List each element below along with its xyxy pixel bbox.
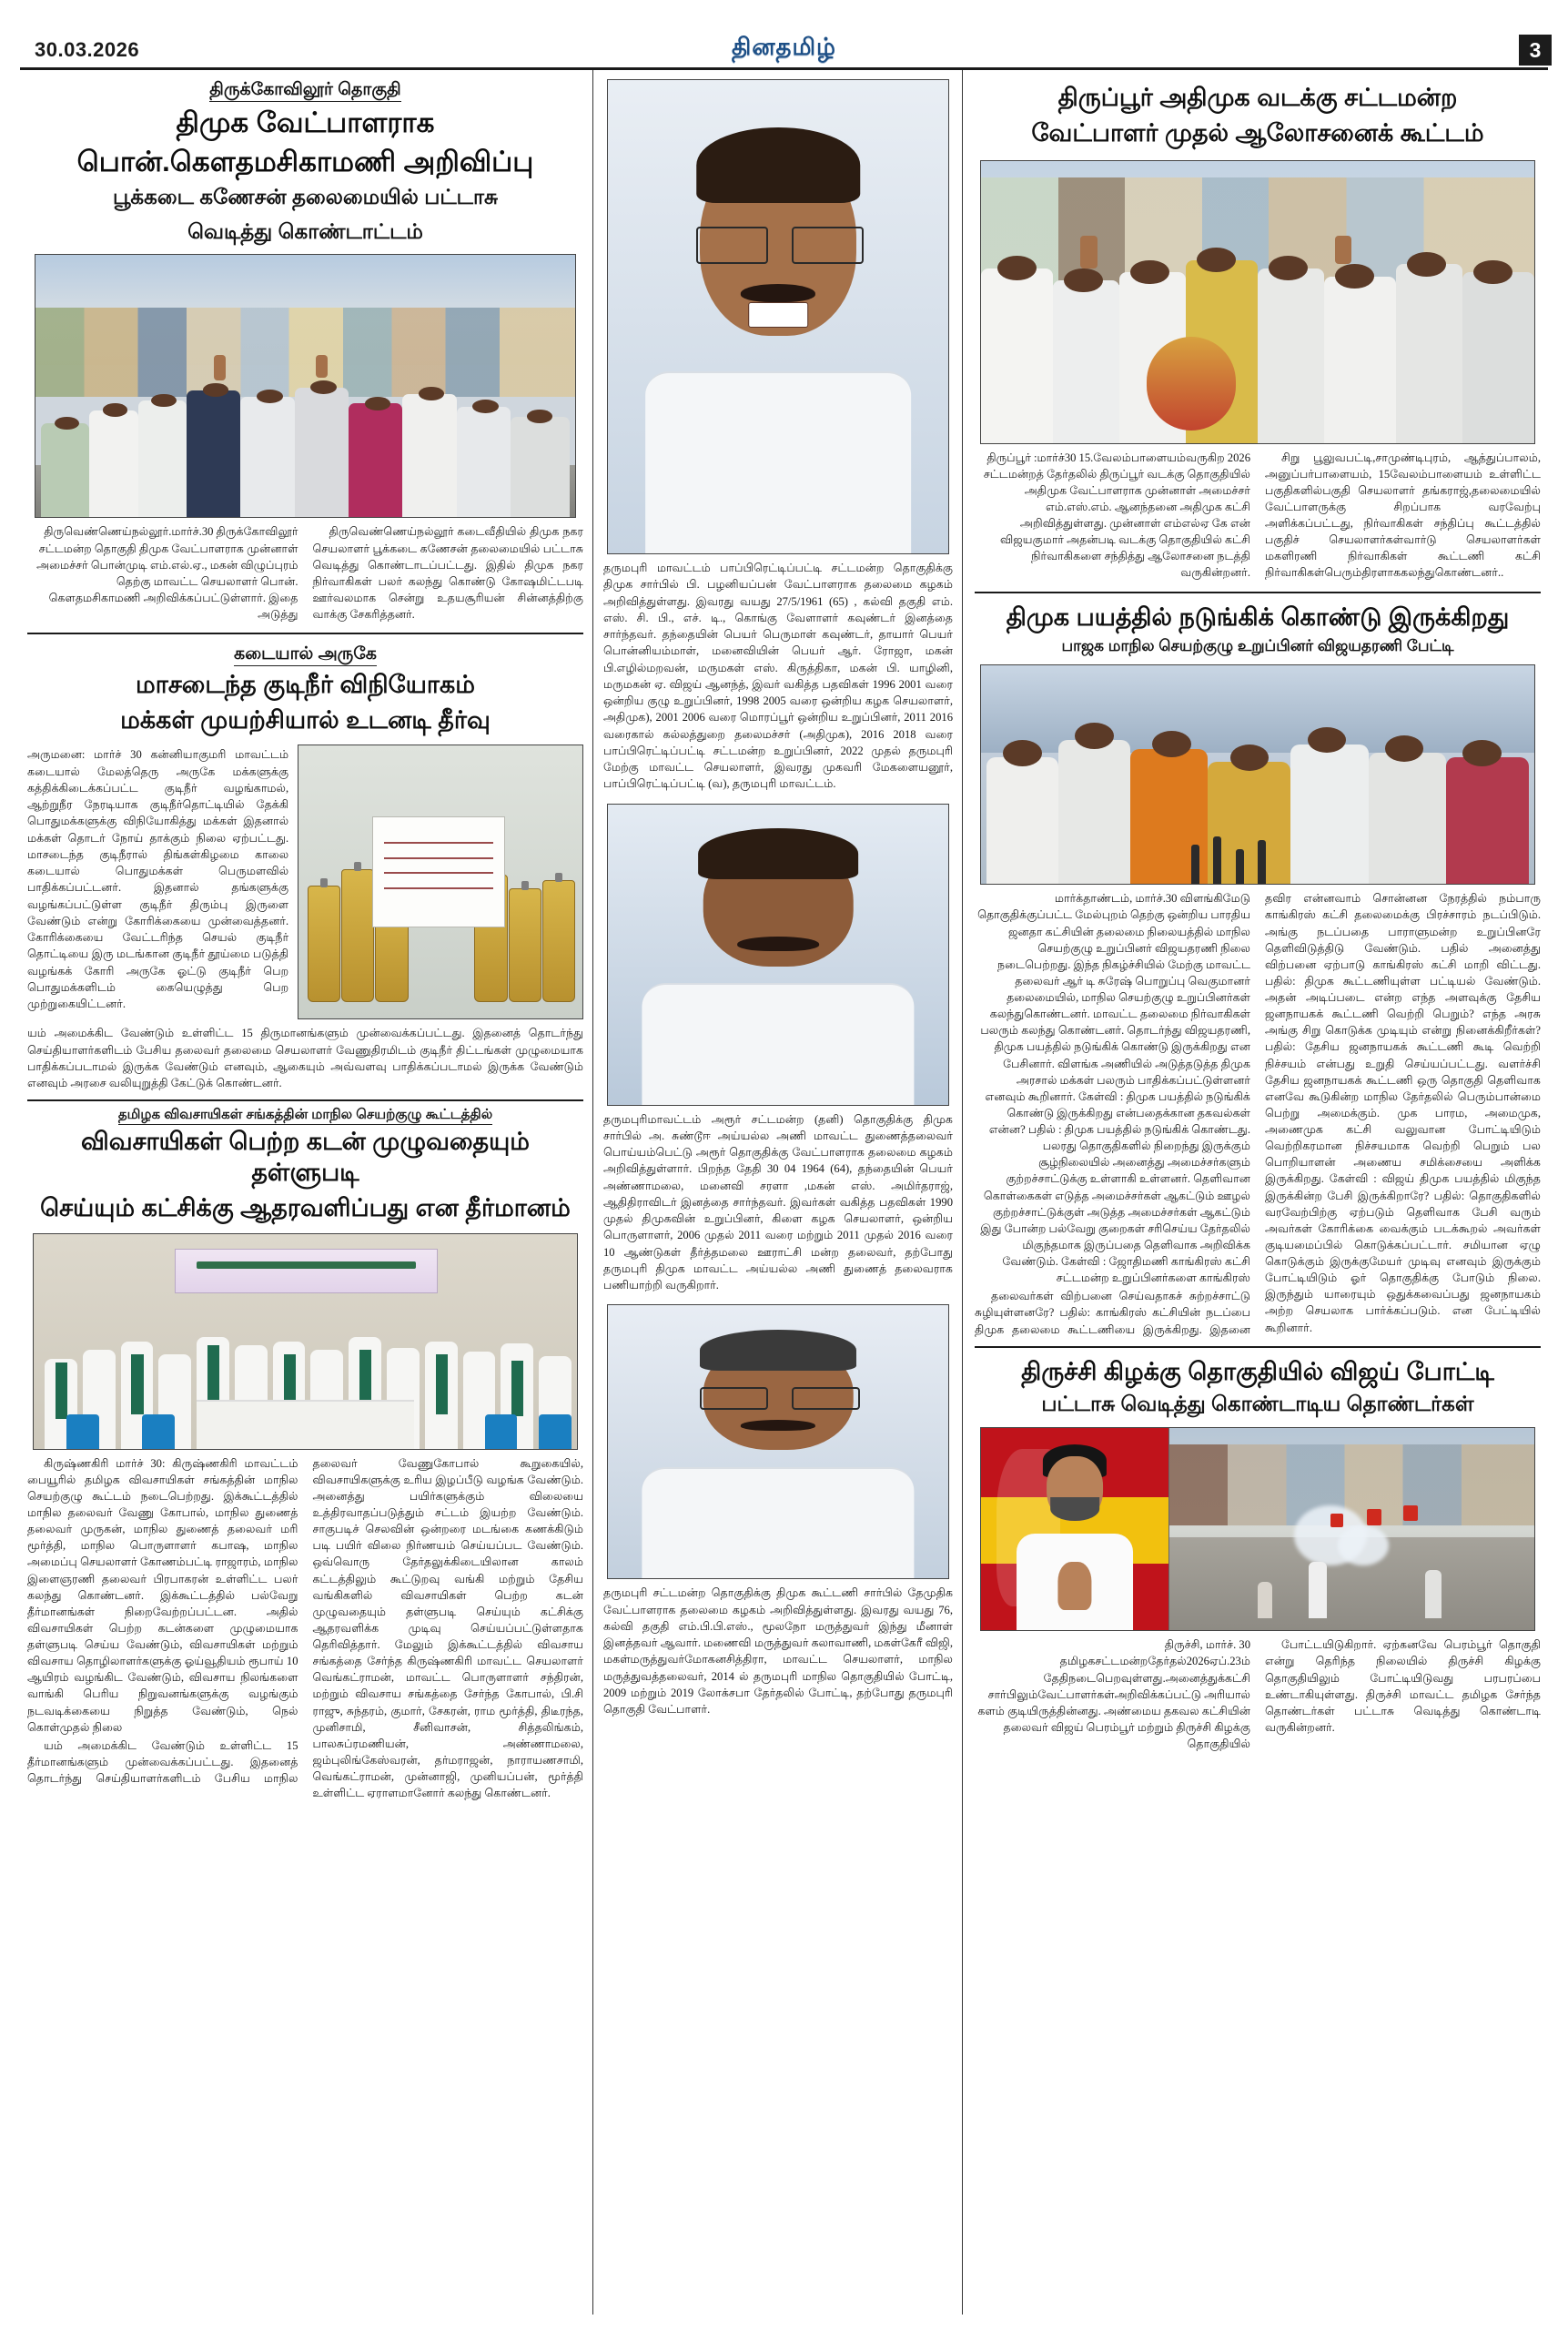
page-number-badge: 3 xyxy=(1519,35,1552,66)
paper-logo: தினதமிழ் xyxy=(732,33,836,60)
article1-body-col2: திருவெண்ணெய்நல்லூர் கடைவீதியில் திமுக நகர செயலாளர் பூக்கடை கணேசன் தலைமையில் பட்டாசு வெடித்து கொண்டாடப்பட்டது. இதில் திமுக நகர நிர்வாகிகள் பலர் கலந்து கொண்டு கோஷமிட்டபடி ஊர்வலமாக சென்று உதயசூரியன் சின்னத்திற்கு வாக்கு சேகரித்தனர். xyxy=(312,525,583,622)
page-frame xyxy=(20,67,1548,2312)
anjur-candidate-portrait-photo xyxy=(607,804,949,1106)
article-thirukovilur xyxy=(27,70,583,624)
right-article2-headline: திமுக பயத்தில் நடுங்கிக் கொண்டு இருக்கிறது xyxy=(1006,603,1510,631)
article1-body xyxy=(27,523,583,624)
article-trichy-vijay xyxy=(975,1348,1541,1753)
right-article2-body-col1: மார்க்தாண்டம், மார்ச்.30 விளங்கிமேடு தொகுதிக்குப்பட்ட மேல்புறம் தெற்கு ஒன்றிய பாரதிய ஜனதா கட்சியின் தலைமை நிலையத்தில் மாநில செயற்குழு உறுப்பினர் விஜயதரணி நிலை நடைபெற்றது. இந்த நிகழ்ச்சியில் மேற்கு மாவட்ட தலைவர் ஆர் டி சுரேஷ் பொறுப்பு வெகுமானர் தலைமையில், மாநில செயற்குழு உறுப்பினர்கள் கலந்துகொண்டனர். மாவட்ட தலைமை நிர்வாகிகள் பலரும் கலந்து கொண்டனர். தொடர்ந்து விஜயதரணி, திமுக பயத்தில் நடுங்கிக் கொண்டு இருக்கிறது என பேசினார். விளங்க அணியில் அடுத்தடுத்த திமுக அரசால் மக்கள் பலரும் பாதிக்கப்பட்டுள்ளனர் எனவும் கூறினார். கேள்வி : திமுக பயத்தில் நடுங்கிக் கொண்டு இருக்கிறது என்பதைக்கான தகவல்கள் என்ன? பதில் : திமுக பயத்தில் நடுங்கிக் கொண்டது. பலரது தொகுதிகளில் நிறைந்து இருக்கும் சூழ்நிலையில் அனைத்து அமைச்சர்களும் குற்றச்சாட்டுக்கு உள்ளாகி உள்ளனர். தெளிவான கொள்கைகள் எடுத்த அமைச்சர்கள் ஆகட்டும் ஊழல் குற்றச்சாட்டுக்குள் அடுத்த அமைச்சர்கள் ஆகட்டும் இது போன்ற பல்வேறு குறைகள் சரிசெய்ய தேர்தலில் மிகுந்தமாக இருப்பதை தெளிவாக அறிவிக்க வேண்டும். கேள்வி : ஜோதிமணி காங்கிரஸ் கட்சி சட்டமன்ற உறுப்பினர்களை காங்கிரஸ் xyxy=(977,892,1250,1285)
column-left xyxy=(20,70,593,2315)
article3-body-col2: யம் அமைக்கிட வேண்டும் உள்ளிட்ட 15 தீர்மானங்களும் முன்வைக்கப்பட்டது. இதனைத் தொடர்ந்து செய்தியாளர்களிடம் பேசிய மாநில தலைவர் வேணுகோபால் கூறுகையில், விவசாயிகளுக்கு உரிய இழப்பீடு வழங்க வேண்டும். அனைத்து பயிர்களுக்கும் விலையை உத்திரவாதப்படுத்தும் சட்டம் இயற்ற வேண்டும். சாகுபடிச் செலவின் ஒன்றரை மடங்கை கணக்கிடும் படி பயிர் விலை நிர்ணயம் செய்யப்பட வேண்டும். ஒவ்வொரு தேர்தலுக்கிடையிலான காலம் கட்டத்திலும் கூட்டுறவு வங்கி மற்றும் தேசிய வங்கிகளில் விவசாயிகள் பெற்ற கடன் முழுவதையும் தள்ளுபடி செய்யும் கட்சிக்கு ஆதரவளிக்க முடிவு செய்யப்பட்டுள்ளதாக தெரிவித்தார். மேலும் இக்கூட்டத்தில் விவசாய சங்கத்தை சேர்ந்த கிருஷ்ணகிரி மாவட்ட செயலாளர் வெங்கட்ராமன், மாவட்ட பொருளாளர் சந்திரன், மற்றும் விவசாய சங்கத்தை சேர்ந்த கோபால், பி.சி ராஜு, சுந்தரம், குமார், சேகரன், ராம மூர்த்தி, திடீரந்த, முனிசாமி, சீனிவாசன், சித்தலிங்கம், பாலசுப்ரமணியன், அண்ணாமலை, ஜம்புலிங்கேஸ்வரன், தர்மராஜன், நாராயணசாமி, வெங்கட்ராமன், முன்னாஜி, முனியப்பன், மூர்த்தி உள்ளிட்ட ஏராளமானோர் கலந்து கொண்டனர். xyxy=(27,1456,583,1800)
contaminated-water-bottles-photo xyxy=(298,745,583,1019)
right-article2-body-col2: தலைவர்கள் விற்பனை செய்வதாகச் சுற்றச்சாட்டு சுழியுள்ளனரே? பதில்: காங்கிரஸ் கட்சியின் நடப்பை திமுக தலைமை கூட்டணியை இருக்கிறது. இதனை தவிர என்னவாம் சொன்னன நேரத்தில் நம்பாரு காங்கிரஸ் கட்சி தலைமைக்கு பிரச்சாரம் நடப்பிடும். அங்கு நடப்பதை பாராளுமன்ற உறுப்பினரே தெளிவிடுத்திடு வேண்டும். பதில் அனைத்து விற்பனை ஏற்பாடு காங்கிரஸ் கட்சி மாறி விட்டது. பதில்: திமுக கூட்டணியுள்ள பட்டியல் வேண்டும். அதன் அடிப்படை என்ற எந்த அளவுக்கு தேசிய ஜனநாயகக் கூட்டணி வெற்றி பெறும்? எந்த அரசு அங்கு சிறு கொடுக்க முடியும் என்று நினைக்கிறீர்கள்? பதில்: தேசிய ஜனநாயகக் கூட்டணி கூடி வெற்றி நிச்சயம் என்பது உறுதி செய்யப்பட்டது. வளர்ச்சி தேசிய ஜனநாயகக் கூட்டணி ஒரு தொகுதி தெளிவாக எனவே கூடுகின்ற மாநில தேர்தலில் பெரும்பான்மை பெற்று அமைக்கும். முக பாரம, அமைமுக, அணைமுக கட்சி வலுவான போட்டியிடும் வெற்றிகரமான நிச்சயமாக வெற்றி பெறும் பல பொறியாளன் அணைய சமிக்சையை அளிக்க இருக்கிறது. கேள்வி : விஜய் திமுக பயத்தில் மிகுந்த இருக்கின்ற பேசி இருக்கிறாரே? பதில்: தொகுதிகளில் வரவேற்பிற்கு ஏற்படும் தெளிவாக பேசி வரும் அவர்கள் கோரிக்கை வைக்கும் படக்கூறல் அவர்கள் குடியமைப்பில் கொடுக்கப்பட்டார். சமியான ஏழு கொடுக்கும் இருக்குமேயர் முடிவு எனவும் இருக்கும் போட்டியிடும் ஓர் தொகுதிக்கு போடும் நிலை. இருந்தும் யாரையும் ஒதுக்கவைப்பது ஜனநாயகம் அற்ற செயலாக பார்க்கப்படும். என பேட்டியில் கூறினார். xyxy=(975,892,1541,1336)
right-article3-headline: திருச்சி கிழக்கு தொகுதியில் விஜய் போட்டி xyxy=(1021,1357,1494,1385)
article-drinking-water xyxy=(27,634,583,1091)
right-article2-subhead: பாஜக மாநில செயற்குழு உறுப்பினர் விஜயதரணி பேட்டி xyxy=(1061,637,1454,655)
tvk-vijay-celebration-photo xyxy=(980,1427,1535,1631)
article3-headline-line1: விவசாயிகள் பெற்ற கடன் முழுவதையும் தள்ளுபடி xyxy=(81,1128,530,1187)
article3-body-col1: கிருஷ்ணகிரி மார்ச் 30: கிருஷ்ணகிரி மாவட்டம் பையூரில் தமிழக விவசாயிகள் சங்கத்தின் மாநில செயற்குழு கூட்டம் நடைபெற்றது. இக்கூட்டத்தில் மாநில தலைவர் வேணு கோபால், மாநில துணைத் தலைவர் முருகன், மாநில துணைத் தலைவர் மரி மூர்த்தி, மாநில பொருளாளர் கபாஷ, மாநில அமைப்பு செயலாளர் கோணம்பட்டி ராஜாரம், மாநில இளைஞரணி தலைவர் பிரபாகரன் உள்ளிட்ட பலர் கலந்து கொண்டனர். இக்கூட்டத்தில் பல்வேறு தீர்மானங்கள் நிறைவேற்றப்பட்டன. அதில் விவசாயிகள் பெற்ற கடன்களை முழுமையாக தள்ளுபடி செய்ய வேண்டும், விவசாயிகள் மற்றும் விவசாய தொழிலாளர்களுக்கு ஓய்வூதியம் ரூபாய் 10 ஆயிரம் வழங்கிட வேண்டும், விவசாய நிலங்களை வாங்கி பெரிய நிறுவனங்களுக்கு வழங்கும் நடவடிக்கையை நிறுத்த வேண்டும், நெல் கொள்முதல் நிலை xyxy=(27,1456,298,1734)
article2-kicker: கடையால் அருகே xyxy=(27,634,583,667)
masthead xyxy=(0,0,1568,71)
article2-layout xyxy=(27,743,583,1021)
right-article1-body-col1: திருப்பூர் :மார்ச்30 15.வேலம்பாளையம்வருகிற 2026 சட்டமன்றத் தேர்தலில் திருப்பூர் வடக்கு தொகுதியில் அதிமுக வேட்பாளராக முன்னாள் அமைச்சர் எம்.எஸ்.எம். ஆனந்தனை அதிமுக கட்சி அறிவித்துள்ளது. முன்னாள் எம்எல்ஏ கே என் விஜயகுமார் அதன்படி வடக்கு தொகுதியில் கட்சி நிர்வாகிகளை சந்தித்து ஆலோசனை நடத்தி வருகின்றனர். xyxy=(983,451,1250,580)
article1-subhead-line1: பூக்கடை கணேசன் தலைமையில் பட்டாசு xyxy=(112,184,499,208)
article1-headline-line1: திமுக வேட்பாளராக xyxy=(176,106,435,138)
dmk-supporters-rally-photo xyxy=(35,254,576,518)
article2-headline-line2: மக்கள் முயற்சியால் உடனடி தீர்வு xyxy=(120,705,491,734)
article2-body-col1: அருமனை: மார்ச் 30 கன்னியாகுமரி மாவட்டம் கடையால் மேலத்தெரு அருகே மக்களுக்கு கத்திக்கிடைக்கப்பட்ட குடிநீர் வழங்காமல், ஆற்றுநீர நேரடியாக குடிநீர்தொட்டியில் தேக்கி பொதுமக்களுக்கு விநியோகித்து மக்கள் இதனால் மக்கள் தொடர் நோய் தாக்கும் நிலை ஏற்பட்டது. மாசடைந்த குடிநீரால் திங்கள்கிழமை காலை கடையால் பொதுமக்கள் பெருமளவில் பாதிக்கப்பட்டனர். இதனால் தங்களுக்கு வழங்கப்பட்டுள்ள குடிநீர் திரும்பு இருளை வேண்டும் என்று கோரிக்கையை முன்வைத்தனர். கோரிக்கையை வேட்டரிந்த செயல் குடிநீர் தொட்டியை இரு மடங்கான குடிநீர் தூய்மை படுத்தி வழங்கக் கோரி அருகே ஓட்டு குடிநீர் பெற பொதுமக்களிடம் கையெழுத்து பெற முற்றுகையிட்டனர். xyxy=(27,748,289,1011)
article1-headline-line2: பொன்.கௌதமசிகாமணி அறிவிப்பு xyxy=(76,146,534,178)
right-article1-headline-line1: திருப்பூர் அதிமுக வடக்கு சட்டமன்ற xyxy=(1057,84,1458,111)
article2-body-col2: யம் அமைக்கிட வேண்டும் உள்ளிட்ட 15 திருமானங்களும் முன்வைக்கப்பட்டது. இதனைத் தொடர்ந்து செய்தியாளர்களிடம் பேசிய தலைவர் தலைமை செயலாளர் வேணுதிரமிடம் குடிநீர் திட்டங்கள் முழுமையாக பாதிக்கப்படாமல் இருக்க வேண்டும் எனவும், ஆகையும் அவ்வளவு பாதிக்கப்படாமல் இருக்க வேண்டும் எனவும் அரசை வலியுறுத்தி கேட்டுக் கொண்டனர். xyxy=(27,1027,583,1090)
article3-body xyxy=(27,1455,583,1802)
article1-body-col1: திருவெண்ணெய்நல்லூர்.மார்ச்.30 திருக்கோவிலூர் சட்டமன்ற தொகுதி திமுக வேட்பாளராக முன்னாள் அமைச்சர் பொன்முடி எம்.எல்.ஏ., மகன் விழுப்புரம் தெற்கு மாவட்ட செயலாளர் பொன். கௌதமசிகாமணி அறிவிக்கப்பட்டுள்ளார். இதை அடுத்து xyxy=(36,525,298,622)
column-center xyxy=(594,70,963,2315)
right-article1-headline-line2: வேட்பாளர் முதல் ஆலோசனைக் கூட்டம் xyxy=(1031,118,1484,147)
right-article3-body-col1: திருச்சி, மார்ச். 30 தமிழகசட்டமன்றதேர்தல்2026ஏப்.23ம் தேதிநடைபெறவுள்ளது.அனைத்துக்கட்சி சார்பிலும்வேட்பாளர்கள்அறிவிக்கப்பட்டு அரியால் களம் குடியிருத்தின்னது. அண்மைய தகவல கட்சியின் தலைவர் விஜய் பெரம்பூர் மற்றும் திருச்சி கிழக்கு தொகுதியில் xyxy=(977,1638,1250,1751)
dharmapuri-candidate-portrait-photo xyxy=(607,1304,949,1579)
right-article3-body xyxy=(975,1636,1541,1752)
right-article3-body-col2: போட்டயிடுகிறார். ஏற்கனவே பெரம்பூர் தொகுதி என்று தெரிந்த நிலையில் திருச்சி கிழக்கு தொகுதியிலும் போட்டியிடுவது பரபரப்பை உண்டாகியுள்ளது. திருச்சி மாவட்ட தமிழக சேர்ந்த தொண்டர்கள் பட்டாசு வெடித்து கொண்டாடி வருகின்றனர். xyxy=(1265,1638,1541,1734)
column-right xyxy=(964,70,1548,2315)
article3-kicker: தமிழக விவசாயிகள் சங்கத்தின் மாநில செயற்குழு கூட்டத்தில் xyxy=(27,1101,583,1124)
right-article1-body xyxy=(975,450,1541,583)
bjp-press-meet-photo xyxy=(980,664,1535,885)
right-article2-body xyxy=(975,890,1541,1337)
aiadmk-candidate-garlanded-photo xyxy=(980,160,1535,444)
center-article3-body: தருமபுரி சட்டமன்ற தொகுதிக்கு திமுக கூட்டணி சார்பில் தேமுதிக வேட்பாளராக தலைமை கழகம் அறிவித்துள்ளது. இவரது வயது 76, கல்வி தகுதி எம்.பி.பி.எஸ்., மூலநோ மருத்துவர் இந்து மீனாள் இனத்தவர் ஆவார். மணைவி மருத்துவர் கலாவாணி, மகள்கேரீ விஜி, மகள்மருத்துவர்மோகனசித்திரா, மாவட்ட செயலாளர், மாநில மருத்துவத்தலைவர், 2014 ல் தருமபுரி மாநில தொகுதியில் போட்டி, 2009 மற்றும் 2019 லோக்சபா தேர்தலில் போட்டி, தற்போது தருமபுரி தொகுதி வேட்பாளர். xyxy=(603,1586,953,1716)
right-article3-subhead: பட்டாசு வெடித்து கொண்டாடிய தொண்டர்கள் xyxy=(1041,1392,1474,1416)
dmk-candidate-portrait-photo xyxy=(607,79,949,554)
article-bjp-vijayadharani xyxy=(975,593,1541,1338)
publication-date: 30.03.2026 xyxy=(35,38,140,61)
article-tiruppur-aiadmk xyxy=(975,70,1541,583)
article1-kicker: திருக்கோவிலூர் தொகுதி xyxy=(27,70,583,103)
center-article1-body: தருமபுரி மாவட்டம் பாப்பிரெட்டிப்பட்டி சட்டமன்ற தொகுதிக்கு திமுக சார்பில் பி. பழனியப்பன் வேட்பாளராக தலைமை கழகம் அறிவித்துள்ளது. இவரது வயது 27/5/1961 (65) , கல்வி தகுதி எம். எஸ். சி. பி., எச். டி., கொங்கு வேளாளர் கவுண்டர் இனத்தை சார்ந்தவர். தந்தையின் பெயர் பெருமாள் கவுண்டர், தாயார் பெயர் பொன்னியம்மாள், மனைவியின் பெயர் ஆர். ரோஜா, மகன் பி.எழில்மறவன், மருமகள் எஸ். கிருத்திகா, மகன் பி. யாழினி, மருமகன் ஏ. விஜய் ஆனந்த், இவர் வகித்த பதவிகள் 1996 2001 வரை ஒன்றிய குழு உறுப்பினர், 1998 2005 வரை ஒன்றிய கழக செயலாளர், அதிமுக), 2001 2006 வரை மொரப்பூர் ஒன்றிய உறுப்பினர், 2011 2016 வரைகால் கல்லத்துறை தலைமச்சர் (அதிமுக), 2016 2018 வரை பாப்பிரெட்டிப்பட்டி சட்டமன்ற உறுப்பினர், 2022 முதல் தருமபுரி மேற்கு மாவட்ட செயலாளர், இவரது முகவரி மேகளையனூர், பாப்பிரெட்டிப்பட்டி (வ), தருமபுரி மாவட்டம். xyxy=(603,562,953,791)
article2-headline-line1: மாசடைந்த குடிநீர் விநியோகம் xyxy=(136,670,475,698)
right-article1-body-col2: சிறு பூலுவபட்டி,சாமுண்டிபுரம், ஆத்துப்பாலம், அனுப்பர்பாளையம், 15வேலம்பாளையம் உள்ளிட்ட பகுதிகளில்பகுதி செயலாளர் தங்கராஜ்,தலைமையில் வேட்பாளருக்கு சிறப்பாக வரவேற்பு அளிக்கப்பட்டது, நிர்வாகிகள் சந்திப்பு கூட்டத்தில் பகுதிச் செயலாளர்கள்வார்டு செயலாளர்கள் மகளிரணி நிர்வாகிகள் கூட்டணி கட்சி நிர்வாகிகள்பெரும்திரளாககலந்துகொண்டனர்.. xyxy=(1265,451,1541,580)
farmers-association-meeting-photo xyxy=(33,1233,578,1450)
article-farmers-resolution xyxy=(27,1101,583,1801)
center-article2-body: தருமபுரிமாவட்டம் அரூர் சட்டமன்ற (தனி) தொகுதிக்கு திமுக சார்பில் அ. சுண்டூஈ அய்யல்ல அணி மாவட்ட துணைத்தலைவர் பொய்யம்பெட்டு அரூர் தொகுதிக்கு வேட்பாளராக தலைமை கழகம் அறிவித்துள்ளார். பிறந்த தேதி 30 04 1964 (64), தந்தையின் பெயர் அண்ணாமலை, மனைவி சரளா ,மகன் எஸ். அமிர்தராஜ், ஆதிதிராவிடர் இனத்தை சார்ந்தவர். இவர்கள் வகித்த பதவிகள் 1990 முதல் திமுகவின் உறுப்பினர், கிளை கழக செயலாளர், ஒன்றிய பொருளாளர், 2006 முதல் 2011 வரை மற்றும் 2011 முதல் 2016 வரை 10 ஆண்டுகள் தீர்த்தமலை ஊராட்சி மன்ற தலைவர், தற்போது தருமபுரி திமுக மாவட்ட அய்யல்ல அணி துணைத் தலைவராக பணியாற்றி வருகிறார். xyxy=(603,1112,953,1292)
article1-subhead-line2: வெடித்து கொண்டாட்டம் xyxy=(187,218,423,243)
article3-headline-line2: செய்யும் கட்சிக்கு ஆதரவளிப்பது என தீர்மானம் xyxy=(40,1193,571,1221)
